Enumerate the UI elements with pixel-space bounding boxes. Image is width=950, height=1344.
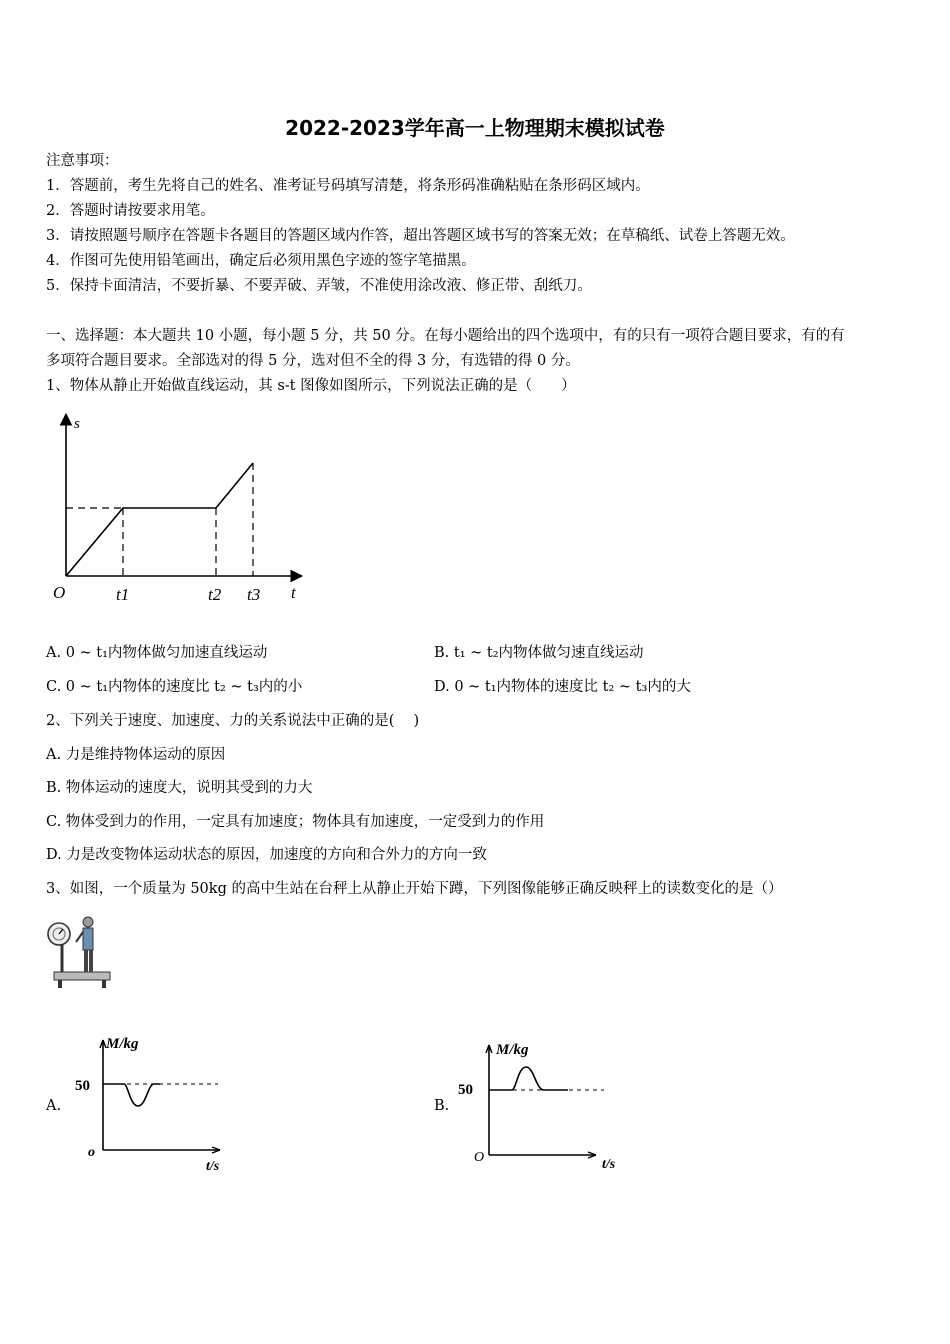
value-50-label: 50 [75,1078,90,1094]
q3-option-a-graph [70,1030,240,1180]
section-instructions-line2: 多项符合题目要求。全部选对的得 5 分，选对但不全的得 3 分，有选错的得 0 分。 [46,353,580,369]
y-axis-label: s [74,416,80,432]
origin-label: O [474,1150,485,1165]
notice-heading: 注意事项： [46,153,119,169]
graph-line [66,463,253,576]
q2-option-a: A. 力是维持物体运动的原因 [46,747,226,763]
person-on-scale-image [44,912,114,994]
reading-curve [103,1084,160,1106]
t3-label: t3 [247,585,261,604]
value-50-label: 50 [458,1082,473,1098]
x-axis-label: t/s [602,1157,616,1172]
x-axis-label: t/s [206,1159,220,1174]
x-axis-label: t [291,583,296,602]
page-title: 2022-2023学年高一上物理期末模拟试卷 [285,116,665,140]
y-axis-label: M/kg [106,1036,139,1052]
notice-item: 1．答题前，考生先将自己的姓名、准考证号码填写清楚，将条形码准确粘贴在条形码区域内。 [46,178,650,194]
q1-stem: 1、物体从静止开始做直线运动，其 s-t 图像如图所示，下列说法正确的是（ ） [46,378,576,394]
t2-label: t2 [208,585,222,604]
q3-option-a-label: A. [46,1098,62,1114]
origin-label: O [53,583,66,602]
q3-stem: 3、如图，一个质量为 50kg 的高中生站在台秤上从静止开始下蹲，下列图像能够正确反映秤上的读数变化的是（） [46,881,783,897]
q1-option-b: B. t₁ ~ t₂内物体做匀速直线运动 [434,645,644,661]
y-axis-label: M/kg [496,1042,529,1058]
q1-st-graph [48,408,318,608]
t1-label: t1 [116,585,130,604]
q2-option-c: C. 物体受到力的作用，一定具有加速度；物体具有加速度，一定受到力的作用 [46,814,545,830]
q2-option-b: B. 物体运动的速度大，说明其受到的力大 [46,780,313,796]
q1-option-a: A. 0 ~ t₁内物体做匀加速直线运动 [46,645,268,661]
q2-option-d: D. 力是改变物体运动状态的原因，加速度的方向和合外力的方向一致 [46,847,487,863]
notice-item: 3．请按照题号顺序在答题卡各题目的答题区域内作答，超出答题区域书写的答案无效；在草稿纸、试卷上答题无效。 [46,228,795,244]
q3-option-b-label: B. [434,1098,450,1114]
q1-option-c: C. 0 ~ t₁内物体的速度比 t₂ ~ t₃内的小 [46,679,303,695]
origin-label: o [88,1145,95,1160]
notice-item: 2．答题时请按要求用笔。 [46,203,215,219]
section-instructions-line1: 一、选择题：本大题共 10 小题，每小题 5 分，共 50 分。在每小题给出的四个选项中，有的只有一项符合题目要求，有的有 [46,328,845,344]
q1-option-d: D. 0 ~ t₁内物体的速度比 t₂ ~ t₃内的大 [434,679,691,695]
reading-curve [489,1067,568,1090]
q2-stem: 2、下列关于速度、加速度、力的关系说法中正确的是( ) [46,713,420,729]
notice-item: 4．作图可先使用铅笔画出，确定后必须用黑色字迹的签字笔描黑。 [46,253,476,269]
q3-option-b-graph [456,1035,626,1180]
notice-item: 5．保持卡面清洁，不要折暴、不要弄破、弄皱，不准使用涂改液、修正带、刮纸刀。 [46,278,592,294]
